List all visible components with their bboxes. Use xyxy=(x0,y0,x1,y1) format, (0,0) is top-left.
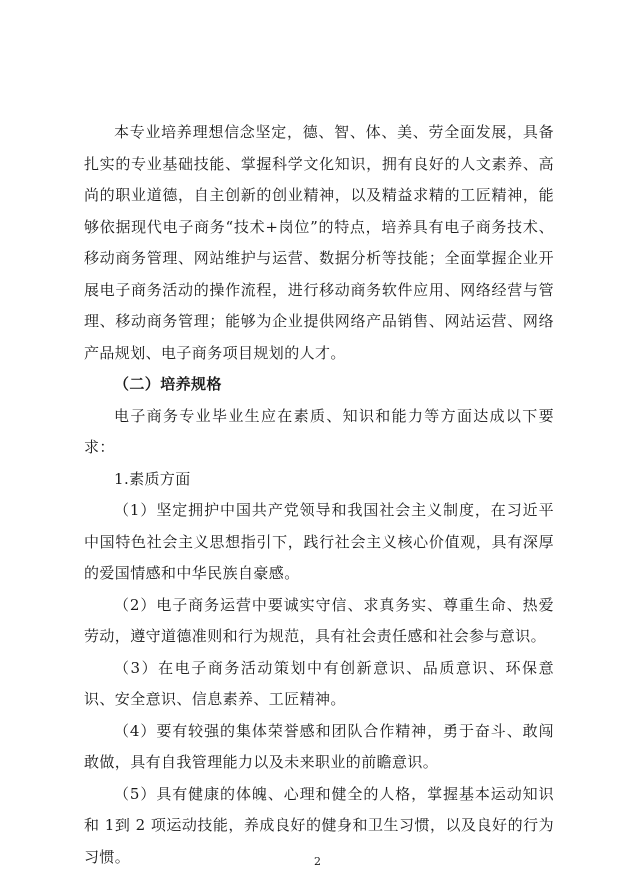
paragraph-quality-4: （4）要有较强的集体荣誉感和团队合作精神，勇于奋斗、敢闯敢做，具有自我管理能力以及未来职业的前瞻意识。 xyxy=(84,721,554,771)
paragraph-quality-1: （1）坚定拥护中国共产党领导和我国社会主义制度，在习近平中国特色社会主义思想指引下，践行社会主义核心价值观，具有深厚的爱国情感和中华民族自豪感。 xyxy=(84,501,554,582)
paragraph-requirements-intro: 电子商务专业毕业生应在素质、知识和能力等方面达成以下要求： xyxy=(84,406,554,456)
document-body xyxy=(84,117,554,873)
paragraph-training-goal: 本专业培养理想信念坚定，德、智、体、美、劳全面发展，具备扎实的专业基础技能、掌握科学文化知识，拥有良好的人文素养、高尚的职业道德，自主创新的创业精神，以及精益求精的工匠精神，能够依据现代电子商务“技术+岗位”的特点，培养具有电子商务技术、移动商务管理、网站维护与运营、数据分析等技能；全面掌握企业开展电子商务活动的操作流程，进行移动商务软件应用、网络经营与管理、移动商务管理；能够为企业提供网络产品销售、网站运营、网络产品规划、电子商务项目规划的人才。 xyxy=(84,123,554,362)
section-heading-training-specs: （二）培养规格 xyxy=(114,375,222,393)
paragraph-quality-2: （2）电子商务运营中要诚实守信、求真务实、尊重生命、热爱劳动，遵守道德准则和行为规范，具有社会责任感和社会参与意识。 xyxy=(84,595,554,645)
paragraph-quality-5: （5）具有健康的体魄、心理和健全的人格，掌握基本运动知识和 1到 2 项运动技能，养成良好的健身和卫生习惯，以及良好的行为习惯。 xyxy=(84,784,554,866)
subheading-quality: 1.素质方面 xyxy=(114,469,191,488)
page-number: 2 xyxy=(314,855,321,868)
paragraph-quality-3: （3）在电子商务活动策划中有创新意识、品质意识、环保意识、安全意识、信息素养、工匠精神。 xyxy=(84,658,554,708)
